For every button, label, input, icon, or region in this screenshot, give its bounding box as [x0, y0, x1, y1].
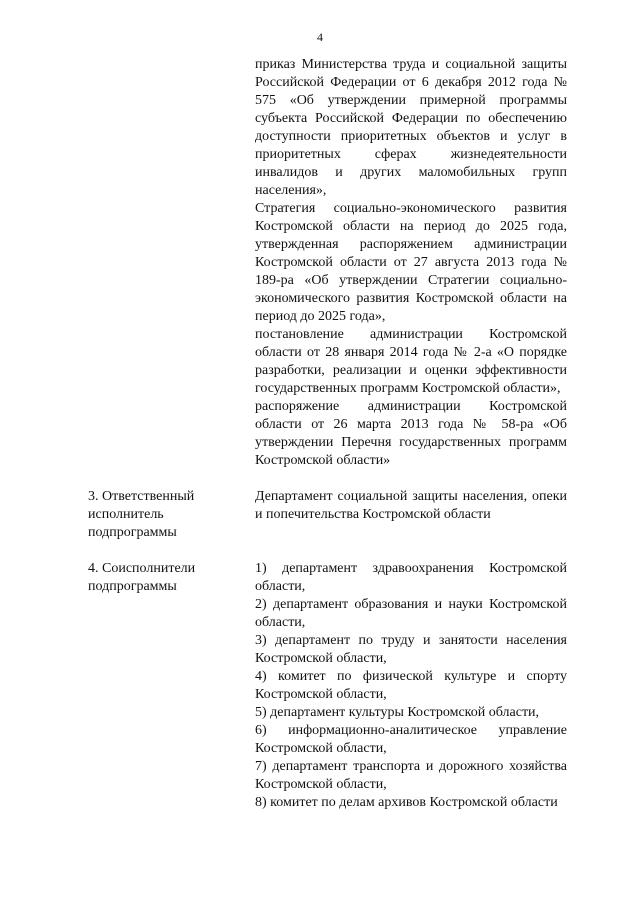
page-number: 4 [317, 30, 323, 44]
co-executor-item: 7) департамент транспорта и дорожного хозяйства Костромской области, [255, 759, 567, 792]
responsible-executor-text: Департамент социальной защиты населения, опеки и попечительства Костромской области [255, 489, 567, 522]
co-executor-item: 6) информационно-аналитическое управление Костромской области, [255, 723, 567, 756]
co-executor-item: 1) департамент здравоохранения Костромской области, [255, 561, 567, 594]
basis-item: приказ Министерства труда и социальной защиты Российской Федерации от 6 декабря 2012 года № 575 «Об утверждении примерной программы субъекта Российской Федерации по обеспечению доступности приоритетных объектов и услуг в приоритетных сферах жизнедеятельности инвалидов и других маломобильных групп населения», [255, 57, 567, 198]
co-executor-item: 2) департамент образования и науки Костромской области, [255, 597, 567, 630]
basis-item: постановление администрации Костромской области от 28 января 2014 года № 2-а «О порядке разработки, реализации и оценки эффективности государственных программ Костромской области», [255, 327, 567, 396]
co-executor-item: 3) департамент по труду и занятости населения Костромской области, [255, 633, 567, 666]
co-executor-item: 4) комитет по физической культуре и спорту Костромской области, [255, 669, 567, 702]
legal-basis-list [255, 56, 567, 470]
co-executors-label: 4. Соисполнители подпрограммы [88, 561, 196, 594]
co-executor-item: 5) департамент культуры Костромской области, [255, 705, 540, 720]
basis-item: Стратегия социально-экономического развития Костромской области на период до 2025 года, утвержденная распоряжением администрации Костромской области от 27 августа 2013 года № 189-ра «Об утверждении Стратегии социально-экономического развития Костромской области на период до 2025 года», [255, 201, 567, 324]
responsible-executor-value [255, 488, 567, 524]
responsible-executor-label: 3. Ответственный исполнитель подпрограммы [88, 489, 195, 540]
co-executor-item: 8) комитет по делам архивов Костромской области [255, 795, 558, 810]
co-executors-list [255, 560, 567, 812]
basis-item: распоряжение администрации Костромской области от 26 марта 2013 года № 58-ра «Об утверждении Перечня государственных программ Костромской области» [255, 399, 567, 468]
